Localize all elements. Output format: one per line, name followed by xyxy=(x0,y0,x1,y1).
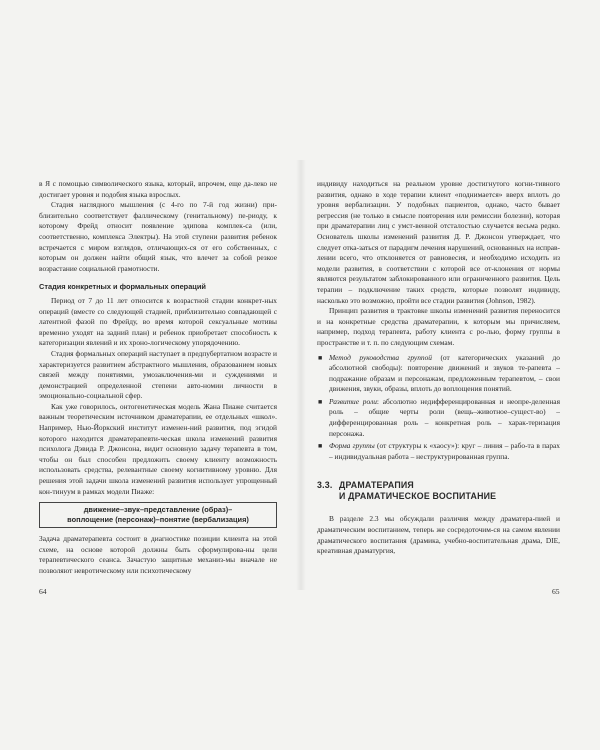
bullet-item xyxy=(317,441,560,462)
left-paragraph-6: Задача драматерапевта состоит в диагностике позиции клиента на этой схеме, на основе которой должны быть сформулирова-ны цели терапевтического сеанса. Зачастую защитные механиз-мы вначале не позволяют невротическому или психотическому xyxy=(39,534,277,575)
bullet-list xyxy=(317,353,560,463)
square-bullet-icon: ■ xyxy=(318,353,323,362)
bullet-term: Форма группы xyxy=(329,441,375,451)
left-paragraph-4: Стадия формальных операций наступает в предпубертатном возрасте и характеризуется развитием абстрактного мышления, образованием новых связей между понятиями, умозаключения-ми и суждениями и демонстрацией определенной степени авто-номии личности в эмоционально-социальной сфер. xyxy=(39,348,277,401)
chapter-title xyxy=(339,480,496,502)
right-page-number: 65 xyxy=(552,587,560,596)
left-paragraph-3: Период от 7 до 11 лет относится к возрастной стадии конкрет-ных операций (вместе со следующей стадией, приблизительно совпадающей с латентной фазой по Фрейду, во время которой сексуальные мотивы временно уходят на задний план) и ребенок приобретает способность к категоризации явлений и их хроно-логическому упорядочению. xyxy=(39,295,277,348)
bullet-item xyxy=(317,353,560,395)
bullet-text: (от категорических указаний до абсолютной свободы): повторение движений и звуков те-рапевта – подражание образам и персонажам, предложенным терапевтом, – свои движения, звуки, образы, вплоть до воплощения понятий. xyxy=(329,352,560,394)
square-bullet-icon: ■ xyxy=(318,397,323,406)
right-paragraph-3: В разделе 2.3 мы обсуждали различия между драматера-пией и драматическим воспитанием, теперь же сосредоточим-ся на самом явлении драматического воспитания (драмика, учебно-воспитательная драма, DIE, креативная драматургия, xyxy=(317,514,560,556)
right-paragraph-2: Принцип развития в трактовке школы изменений развития переносится и на конкретные средства драматерапии, к которым мы причисляем, например, подход терапевта, работу клиента с ро-лью, форму группы в пространстве и т. п. по следующим схемам. xyxy=(317,306,560,347)
bullet-term: Метод руководства группой xyxy=(329,352,432,362)
schema-line-1: движение–звук–представление (образ)– xyxy=(83,505,233,515)
chapter-number: 3.3. xyxy=(317,480,333,491)
continuum-schema-box xyxy=(39,502,277,528)
chapter-title-line-1: ДРАМАТЕРАПИЯ xyxy=(339,480,414,491)
section-heading: Стадия конкретных и формальных операций xyxy=(39,282,206,292)
bullet-item xyxy=(317,397,560,439)
chapter-title-line-2: И ДРАМАТИЧЕСКОЕ ВОСПИТАНИЕ xyxy=(339,491,497,502)
square-bullet-icon: ■ xyxy=(318,442,323,451)
schema-line-2: воплощение (персонаж)–понятие (вербализация) xyxy=(67,515,249,525)
right-page xyxy=(317,179,560,557)
right-paragraph-1: индивиду находиться на реальном уровне достигнутого когни-тивного развития, однако в ходе терапии клиент «поднимается» вверх вплоть до уровня вербализации. У подобных пациентов, однако, часто бывает регрессия (не только в смысле повторения или ремиссии болезни), которая при драматерапии лиц с умст-венной отсталостью случается весьма редко. Основатель школы изменений развития Д. Р. Джонсон утверждает, что следует отка-заться от парадигм лечения нарушений, основанных на исправ-лении всего, что отклоняется от равновесия, и необходимо исходить из модели развития, в соответствии с которой все от-клонения от нормы являются результатом заблокированного или ограниченного развития. Цель терапии – подключение таких средств, которые позволят индивиду, насколько это возможно, пройти все стадии развития (Johnson, 1982). xyxy=(317,179,560,305)
book-gutter xyxy=(296,160,306,590)
left-page-number: 64 xyxy=(39,587,47,596)
left-page xyxy=(39,179,277,577)
chapter-heading xyxy=(317,480,560,502)
bullet-text: (от структуры к «хаосу»): круг – линия – рабо-та в парах – индивидуальная работа – неструктурированная группа. xyxy=(329,441,561,461)
bullet-term: Развитие роли xyxy=(329,396,377,406)
left-paragraph-1: в Я с помощью символического языка, который, впрочем, еще да-леко не достигает уровня и подобия языка взрослых. xyxy=(39,179,277,199)
left-paragraph-5: Как уже говорилось, онтогенетическая модель Жана Пиаже считается важным теоретическим источником драматерапии, ее отдельных «школ». Например, Нью-Йоркский институт изменен-ний развития, под эгидой которого находится драматерапевти-ческая школа изменений развития психолога Дэвида Р. Джонсона, видит основную задачу терапевта в том, чтобы он был способен предложить своему клиенту возможность использовать средства, релевантные своему когнитивному уровню. Для решения этой задачи школа изменений развития использует упрощенный кон-тинуум в рамках модели Пиаже: xyxy=(39,401,277,496)
bullet-text: : абсолютно недифференцированная и неопре-деленная роль – общие черты роли (вещь–животное–сущест-во) – дифференцированная роль – конкретная роль – харак-теризация персонажа. xyxy=(329,396,560,438)
left-paragraph-2: Стадия наглядного мышления (с 4-го по 7-й год жизни) при-близительно соответствует фаллическому (генитальному) пе-риоду, к которому Фрейд относит появление эдипова комплек-са (или, соответственно, комплекса Электры). На этой ступени развития ребенок встречается с миром взглядов, отличающих-ся от его собственных, с которым он должен найти общий язык, что влечет за собой резкое возрастание социальной грамотности. xyxy=(39,200,277,273)
